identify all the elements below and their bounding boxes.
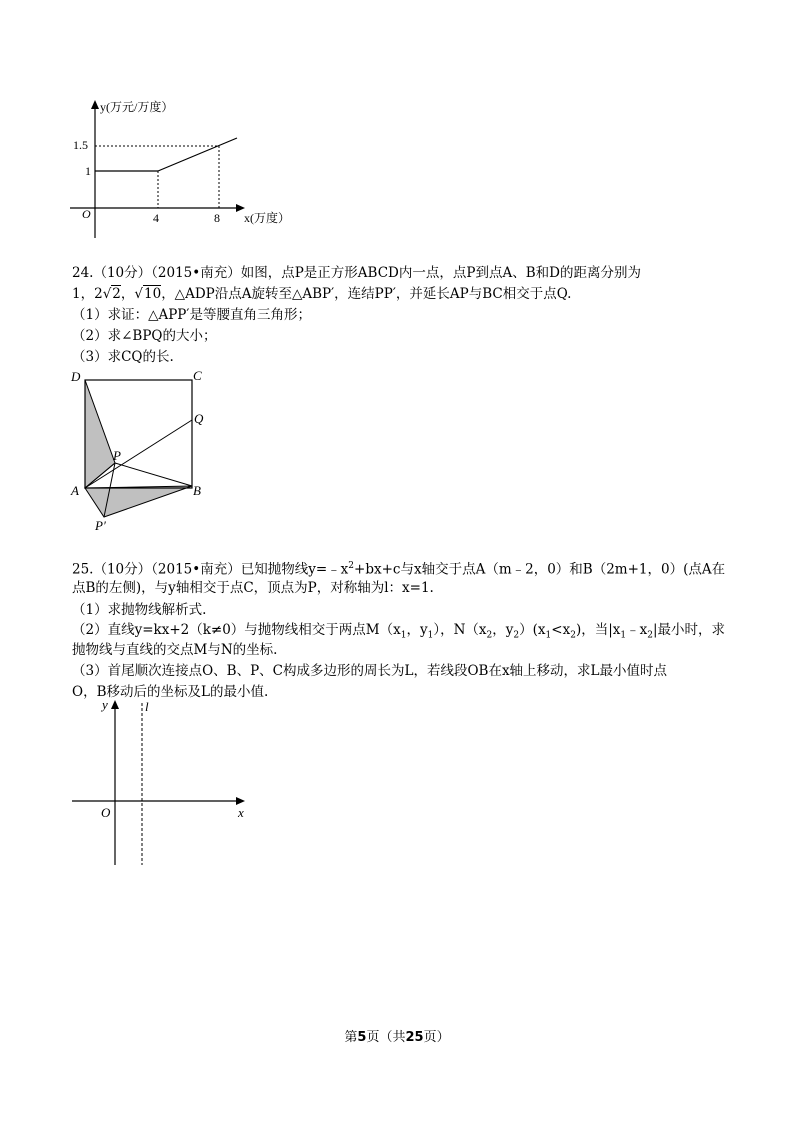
origin-label: O xyxy=(82,207,91,221)
q24-part-1: （1）求证：△APP′是等腰直角三角形； xyxy=(72,307,311,323)
coordinate-figure xyxy=(68,695,258,870)
q25-line-1: 25.（10分）（2015•南充）已知抛物线$y=﹣x^2+bx+c$与x轴交于点A（m﹣2，0）和B（2m+1，0）(点A在 xyxy=(72,561,726,578)
price-graph xyxy=(70,95,310,245)
q25-line-2: 点B的左侧)，与y轴相交于点C，顶点为P，对称轴为l：x=1. xyxy=(72,580,434,596)
label-D: D xyxy=(71,369,81,384)
origin-label: O xyxy=(101,805,111,820)
y-label: y xyxy=(102,697,108,712)
y-tick-1: 1 xyxy=(85,164,91,178)
q24-part-3: （3）求CQ的长. xyxy=(72,349,174,365)
label-C: C xyxy=(193,368,202,383)
q25-part-3: （3）首尾顺次连接点O、B、P、C构成多边形的周长为L，若线段OB在x轴上移动，求L最小值时点 xyxy=(72,663,668,679)
label-Q: Q xyxy=(194,411,204,426)
page-footer: 第5页（共25页） xyxy=(344,1030,450,1045)
y-axis-label: y(万元/万度） xyxy=(100,100,174,114)
y-tick-1-5: 1.5 xyxy=(73,138,88,152)
triangle-ABP-prime xyxy=(85,486,192,517)
y-arrow xyxy=(111,700,119,709)
x-label: x xyxy=(238,805,244,820)
x-arrow xyxy=(236,797,245,805)
sqrt-10: √10 xyxy=(134,286,162,302)
label-B: B xyxy=(193,483,201,498)
x-tick-8: 8 xyxy=(214,211,220,225)
q25-line-5: 抛物线与直线的交点M与N的坐标. xyxy=(72,642,278,658)
square-figure xyxy=(65,365,225,535)
q24-line-2: 1，2√2，√10，△ADP沿点A旋转至△ABP′，连结PP′，并延长AP与BC相交于点Q. xyxy=(72,286,572,302)
segment-PB xyxy=(115,463,192,486)
label-P: P xyxy=(113,448,121,463)
q25-part-2: （2）直线y=kx+2（k≠0）与抛物线相交于两点$M(x_1$，$y_1$），$N(x_2$，$y_2)(x_1<x_2)$，当$|x_1﹣x_2|$最小时，求 xyxy=(72,622,726,641)
y-arrow xyxy=(91,100,99,109)
sqrt-2: √2 xyxy=(102,286,121,302)
q24-part-2: （2）求∠BPQ的大小； xyxy=(72,328,217,344)
label-A: A xyxy=(71,483,79,498)
q24-line-1: 24.（10分）（2015•南充）如图，点P是正方形ABCD内一点，点P到点A、B和D的距离分别为 xyxy=(72,265,641,281)
label-P-prime: P′ xyxy=(95,518,106,533)
q25-part-1: （1）求抛物线解析式. xyxy=(72,602,207,618)
x-axis-label: x(万度） xyxy=(244,211,290,225)
q25-line-7: O，B移动后的坐标及L的最小值. xyxy=(72,684,269,700)
l-label: l xyxy=(145,699,149,714)
x-tick-4: 4 xyxy=(153,211,159,225)
segment-rising xyxy=(158,138,237,171)
